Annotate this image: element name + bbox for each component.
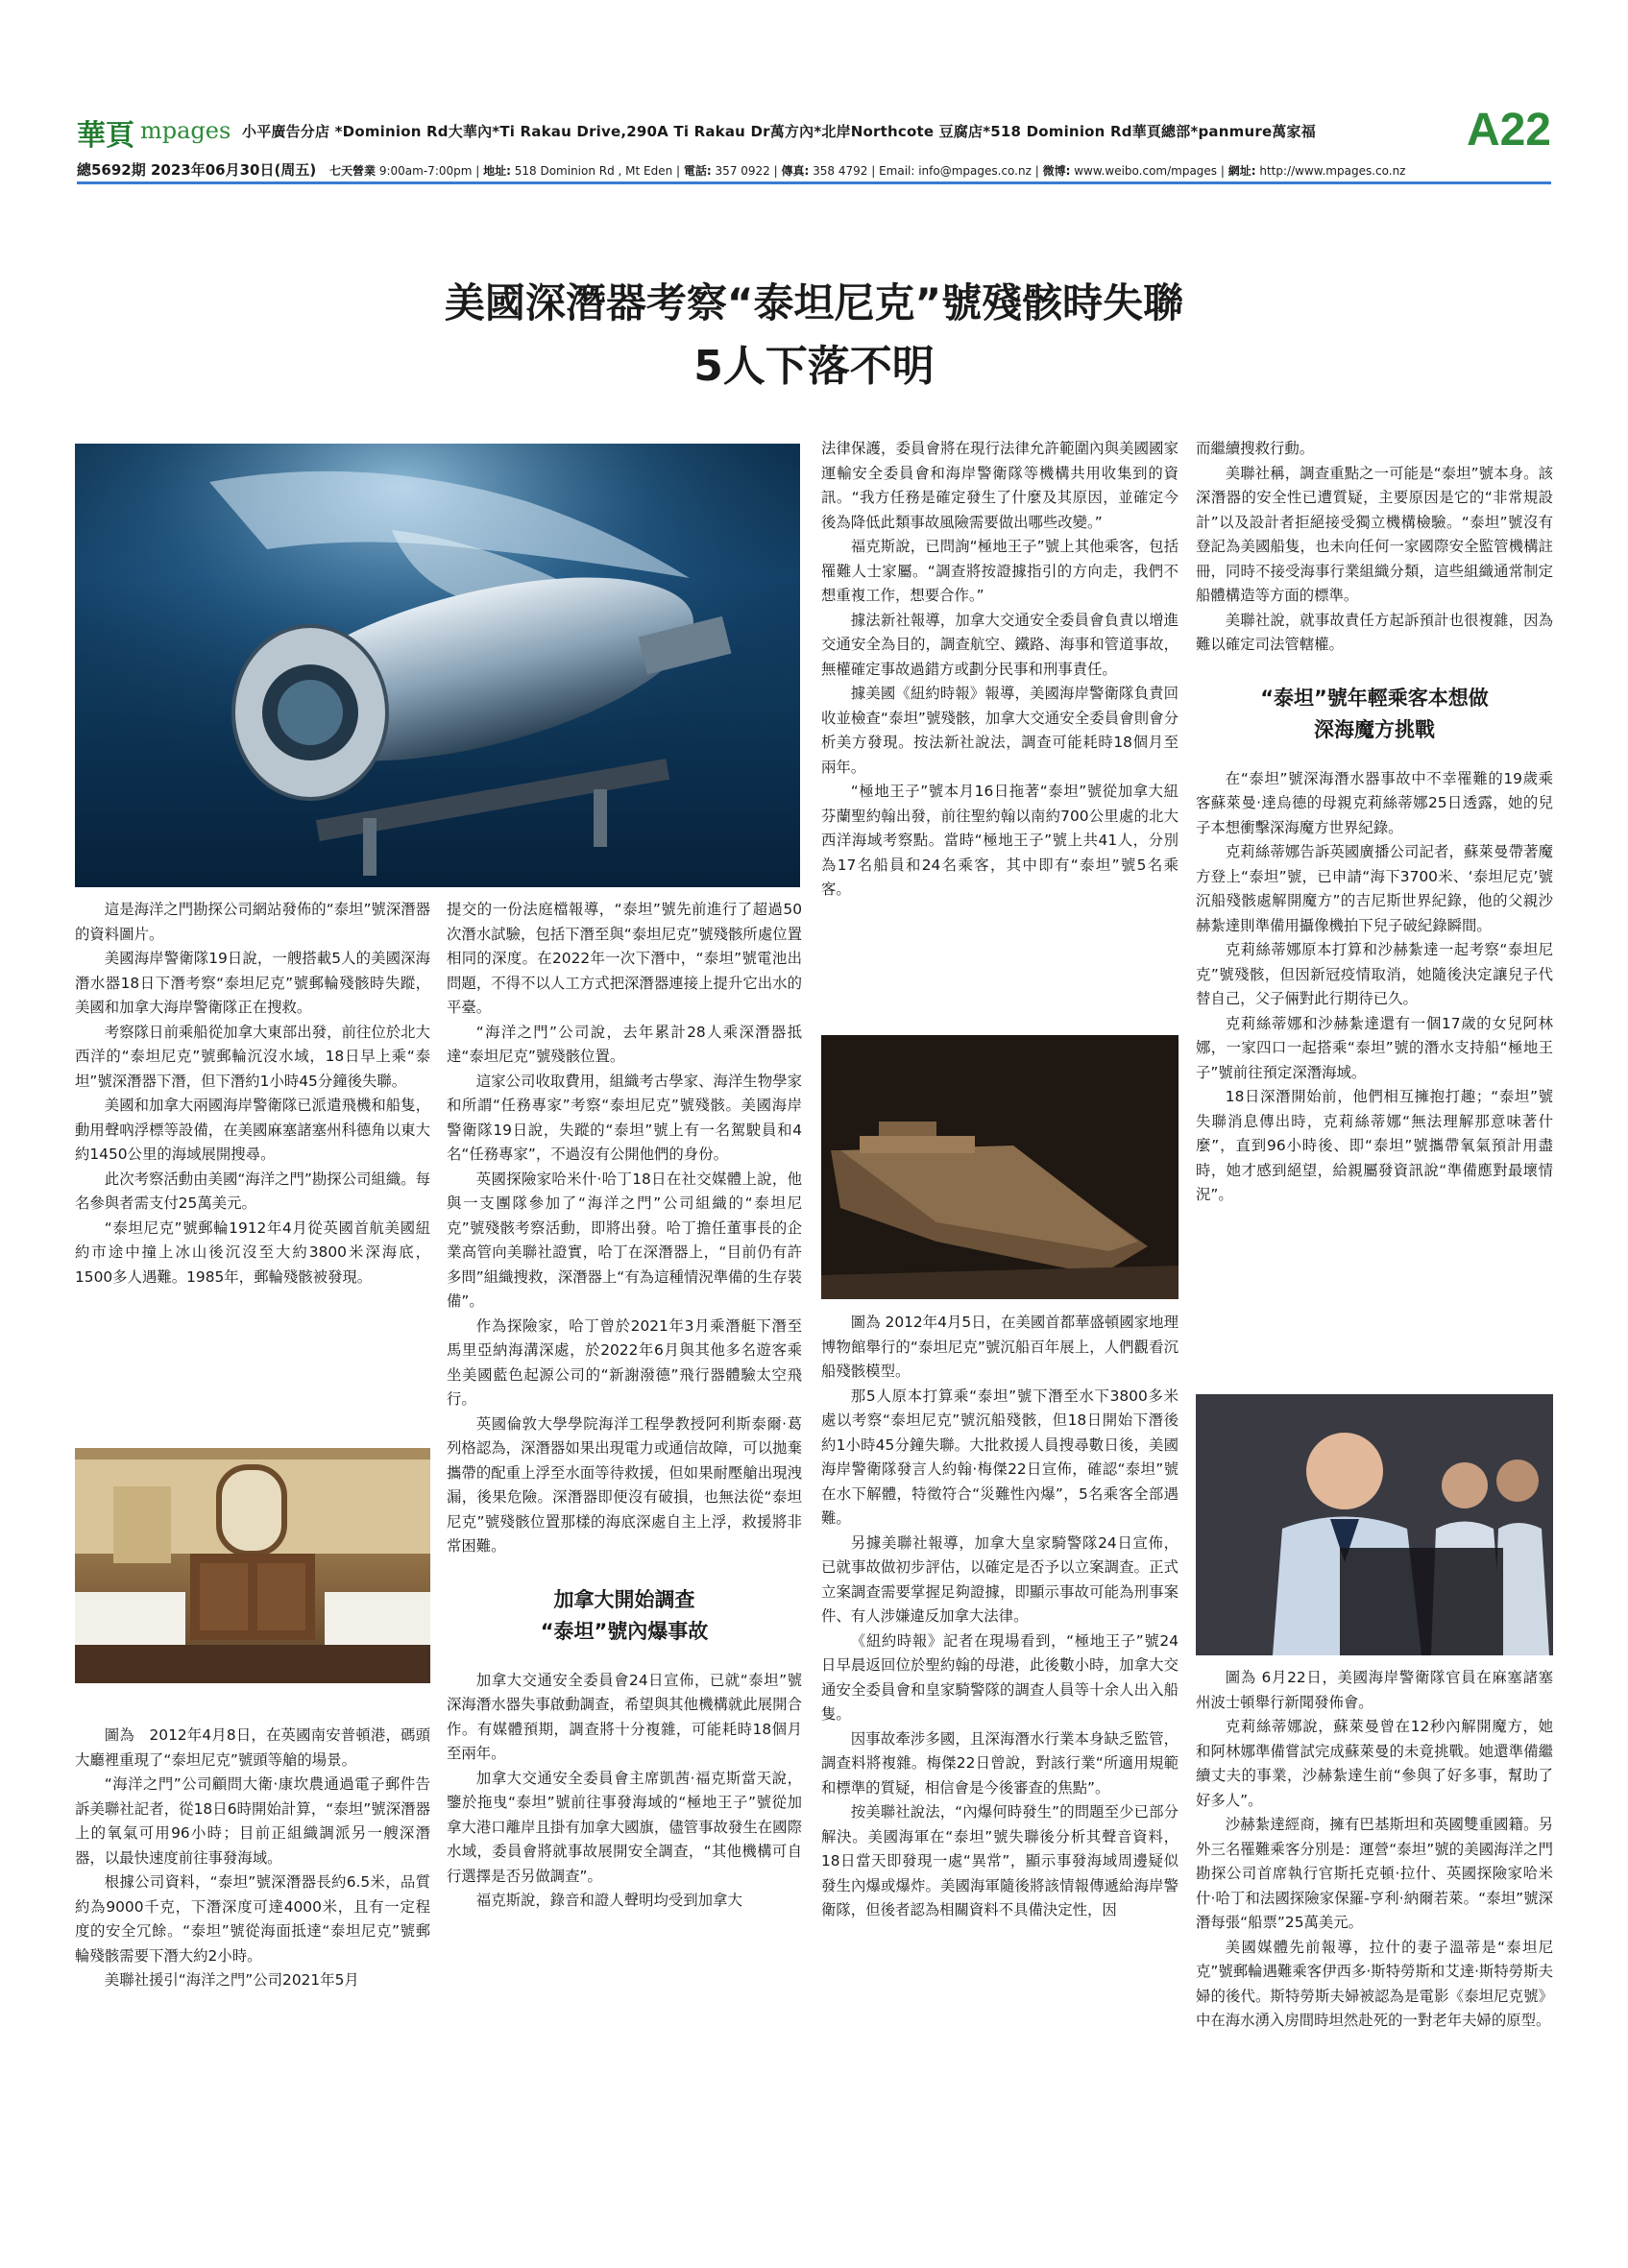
subheading-canada-investigation bbox=[447, 1584, 802, 1648]
paragraph: 《紐約時報》記者在現場看到，“極地王子”號24日早晨返回位於聖約翰的母港，此後數小時，加拿大交通安全委員會和皇家騎警隊的調查人員等十余人出入船隻。 bbox=[821, 1631, 1178, 1723]
address-label: 地址: bbox=[483, 164, 511, 178]
paragraph: “泰坦尼克”號郵輪1912年4月從英國首航美國紐約市途中撞上冰山後沉沒至大約3800米深海底，1500多人遇難。1985年，郵輪殘骸被發現。 bbox=[75, 1218, 430, 1286]
fax: 358 4792 bbox=[813, 164, 868, 178]
page-number: A22 bbox=[1466, 105, 1551, 156]
paragraph: 美國和加拿大兩國海岸警衛隊已派遣飛機和船隻，動用聲吶浮標等設備，在美國麻塞諸塞州科德角以東大約1450公里的海域展開搜尋。 bbox=[75, 1097, 430, 1163]
paragraph: 福克斯說，已問詢“極地王子”號上其他乘客，包括罹難人士家屬。“調查將按證據指引的方向走，我們不想重複工作，想要合作。” bbox=[821, 538, 1178, 604]
column-3-continued bbox=[821, 1311, 1178, 1923]
paragraph: 根據公司資料，“泰坦”號深潛器長約6.5米，品質約為9000千克，下潛深度可達4000米，且有一定程度的安全冗餘。“泰坦”號從海面抵達“泰坦尼克”號郵輪殘骸需要下潛大約2小時。 bbox=[75, 1873, 430, 1965]
subheading-line: “泰坦”號年輕乘客本想做 bbox=[1260, 686, 1489, 710]
paragraph: 此次考察活動由美國“海洋之門”勘探公司組織。每名參與者需支付25萬美元。 bbox=[75, 1170, 430, 1212]
wreck-illustration bbox=[821, 1035, 1178, 1299]
mpages-logo[interactable] bbox=[77, 111, 240, 153]
publication-info: 總5692期 2023年06月30日(周五) 七天營業 9:00am-7:00pm | 地址: 518 Dominion Rd , Mt Eden | 電話: 357 0922 | 傳真: 358 4792 | Email: info@mpages.co.nz | 微博: www.weibo.com/mpages | 網址: http://www.mpages.co.nz bbox=[77, 161, 1406, 179]
weibo-link[interactable]: www.weibo.com/mpages bbox=[1074, 164, 1218, 178]
press-conference-photo bbox=[1196, 1394, 1553, 1655]
submersible-photo bbox=[75, 444, 800, 887]
paragraph: 提交的一份法庭檔報導，“泰坦”號先前進行了超過50次潛水試驗，包括下潛至與“泰坦尼克”號殘骸所處位置相同的深度。在2022年一次下潛中，“泰坦”號電池出問題，不得不以人工方式把深潛器連接上提升它出水的平臺。 bbox=[447, 901, 802, 1016]
paragraph: “極地王子”號本月16日拖著“泰坦”號從加拿大紐芬蘭聖約翰出發，前往聖約翰以南約700公里處的北大西洋海域考察點。當時“極地王子”號上共41人，分別為17名船員和24名乘客，其中即有“泰坦”號5名乘客。 bbox=[821, 783, 1178, 898]
paragraph: 福克斯說，錄音和證人聲明均受到加拿大 bbox=[475, 1892, 742, 1909]
subheading-line: 加拿大開始調查 bbox=[553, 1587, 695, 1611]
paragraph: 加拿大交通安全委員會24日宣佈，已就“泰坦”號深海潛水器失事啟動調查，希望與其他機構就此展開合作。有媒體預期，調查將十分複雜，可能耗時18個月至兩年。 bbox=[447, 1671, 802, 1762]
phone: 357 0922 bbox=[715, 164, 770, 178]
paragraph: “海洋之門”公司顧問大衛·康坎農通過電子郵件告訴美聯社記者，從18日6時開始計算，“泰坦”號深潛器上的氧氣可用96小時；目前正組織調派另一艘深潛器，以最快速度前往事發海域。 bbox=[75, 1775, 430, 1867]
paragraph: 克莉絲蒂娜說，蘇萊曼曾在12秒內解開魔方，她和阿林娜準備嘗試完成蘇萊曼的未竟挑戰。她還準備繼續丈夫的事業，沙赫紮達生前“參與了好多事，幫助了好多人”。 bbox=[1196, 1718, 1553, 1809]
hours: 9:00am-7:00pm bbox=[378, 164, 473, 178]
titanic-wreck-model-photo bbox=[821, 1035, 1178, 1299]
store-locations: 小平廣告分店 *Dominion Rd大華內*Ti Rakau Drive,290A Ti Rakau Dr萬方內*北岸Northcote 豆腐店*518 Dominion Rd華頁總部*panmure萬家福 bbox=[242, 123, 1316, 140]
paragraph: 另據美聯社報導，加拿大皇家騎警隊24日宣佈，已就事故做初步評估，以確定是否予以立案調查。正式立案調查需要掌握足夠證據，即顯示事故可能為刑事案件、有人涉嫌違反加拿大法律。 bbox=[821, 1533, 1178, 1625]
paragraph: 加拿大交通安全委員會主席凱茜·福克斯當天說，鑒於拖曳“泰坦”號前往事發海域的“極地王子”號從加拿大港口離岸且掛有加拿大國旗，儘管事故發生在國際水域，委員會將就事故展開安全調查，“其他機構可自行選擇是否另做調查”。 bbox=[447, 1769, 802, 1885]
paragraph: 按美聯社說法，“內爆何時發生”的問題至少已部分解決。美國海軍在“泰坦”號失聯後分析其聲音資料，18日當天即發現一處“異常”，顯示事發海域周邊疑似發生內爆或爆炸。美國海軍隨後將該情報傳遞給海岸警衛隊，但後者認為相關資料不具備決定性，因 bbox=[821, 1803, 1178, 1918]
paragraph: 作為探險家，哈丁曾於2021年3月乘潛艇下潛至馬里亞納海溝深處，於2022年6月與其他多名遊客乘坐美國藍色起源公司的“新謝潑德”飛行器體驗太空飛行。 bbox=[447, 1316, 802, 1408]
address: 518 Dominion Rd , Mt Eden bbox=[514, 164, 673, 178]
cabin-illustration bbox=[75, 1448, 430, 1683]
paragraph: 英國探險家哈米什·哈丁18日在社交媒體上說，他與一支團隊參加了“海洋之門”公司組織的“泰坦尼克”號殘骸考察活動，即將出發。哈丁擔任董事長的企業高管向美聯社證實，哈丁在深潛器上，“目前仍有許多問”組織搜救，深潛器上“有為這種情況準備的生存裝備”。 bbox=[447, 1170, 802, 1310]
paragraph: 因事故牽涉多國，且深海潛水行業本身缺乏監管，調查料將複雜。梅傑22日曾說，對該行業“所適用規範和標準的質疑，相信會是今後審查的焦點”。 bbox=[821, 1729, 1178, 1797]
paragraph: 那5人原本打算乘“泰坦”號下潛至水下3800多米處以考察“泰坦尼克”號沉船殘骸，但18日開始下潛後約1小時45分鐘失聯。大批救援人員搜尋數日後，美國海岸警衛隊發言人約翰·梅傑22日宣佈，確認“泰坦”號在水下解體，特徵符合“災難性內爆”，5名乘客全部遇難。 bbox=[821, 1387, 1178, 1527]
headline: 美國深潛器考察“泰坦尼克”號殘骸時失聯 bbox=[444, 279, 1184, 326]
subheading-young-passenger bbox=[1196, 683, 1553, 746]
phone-label: 電話: bbox=[683, 164, 712, 178]
headline-line-2: 5人下落不明 bbox=[693, 342, 935, 391]
column-2 bbox=[447, 898, 802, 1914]
paragraph: 克莉絲蒂娜告訴英國廣播公司記者，蘇萊曼帶著魔方登上“泰坦”號，已申請“海下3700米、‘泰坦尼克’號沉船殘骸處解開魔方”的吉尼斯世界紀錄，他的父親沙赫紮達則準備用攝像機拍下兒子破紀錄瞬間。 bbox=[1196, 843, 1553, 934]
email-link[interactable]: Email: info@mpages.co.nz bbox=[879, 164, 1032, 178]
submersible-illustration bbox=[75, 444, 800, 887]
hours-label: 七天營業 bbox=[329, 164, 377, 178]
logo-chinese: 華頁 bbox=[77, 119, 134, 153]
column-1-continued bbox=[75, 1724, 430, 1993]
paragraph: 18日深潛開始前，他們相互擁抱打趣；“泰坦”號失聯消息傳出時，克莉絲蒂娜“無法理解那意味著什麼”，直到96小時後、即“泰坦”號攜帶氧氣預計用盡時，她才感到絕望，給親屬發資訊說“準備應對最壞情況”。 bbox=[1196, 1088, 1553, 1203]
masthead bbox=[77, 104, 1551, 181]
column-3 bbox=[821, 437, 1178, 903]
paragraph: 克莉絲蒂娜和沙赫紮達還有一個17歲的女兒阿林娜，一家四口一起搭乘“泰坦”號的潛水支持船“極地王子”號前往預定深潛海域。 bbox=[1196, 1014, 1553, 1081]
paragraph: 美國海岸警衛隊19日說，一艘搭載5人的美國深海潛水器18日下潛考察“泰坦尼克”號郵輪殘骸時失蹤，美國和加拿大海岸警衛隊正在搜救。 bbox=[75, 950, 430, 1016]
weibo-label: 微博: bbox=[1042, 164, 1071, 178]
paragraph: 美聯社援引“海洋之門”公司2021年5月 bbox=[104, 1971, 359, 1989]
website-link[interactable]: http://www.mpages.co.nz bbox=[1259, 164, 1406, 178]
column-4 bbox=[1196, 437, 1553, 1208]
paragraph: 沙赫紮達經商，擁有巴基斯坦和英國雙重國籍。另外三名罹難乘客分別是：運營“泰坦”號的美國海洋之門勘探公司首席執行官斯托克頓·拉什、英國探險家哈米什·哈丁和法國探險家保羅-亨利·納爾若萊。“泰坦”號深潛每張“船票”25萬美元。 bbox=[1196, 1816, 1553, 1931]
paragraph: 這家公司收取費用，組織考古學家、海洋生物學家和所謂“任務專家”考察“泰坦尼克”號殘骸。美國海岸警衛隊19日說，失蹤的“泰坦”號上有一名駕駛員和4名“任務專家”，不過沒有公開他們的身份。 bbox=[447, 1072, 802, 1163]
paragraph: 據美國《紐約時報》報導，美國海岸警衛隊負責回收並檢查“泰坦”號殘骸，加拿大交通安全委員會則會分析美方發現。按法新社說法，調查可能耗時18個月至兩年。 bbox=[821, 685, 1178, 776]
photo-caption-press-conference: 圖為 6月22日，美國海岸警衛隊官員在麻塞諸塞州波士頓舉行新聞發佈會。 bbox=[1196, 1669, 1553, 1711]
header-divider bbox=[77, 181, 1551, 184]
paragraph: 而繼續搜救行動。 bbox=[1196, 440, 1315, 457]
subheading-line: 深海魔方挑戰 bbox=[1314, 717, 1435, 741]
paragraph: 英國倫敦大學學院海洋工程學教授阿利斯泰爾·葛列格認為，深潛器如果出現電力或通信故障，可以拋棄攜帶的配重上浮至水面等待救援，但如果耐壓艙出現洩漏，後果危險。深潛器即便沒有破損，也無法從“泰坦尼克”號殘骸位置那樣的海底深處自主上浮，救援將非常困難。 bbox=[447, 1414, 802, 1555]
photo-caption-submersible: 這是海洋之門勘探公司網站發佈的“泰坦”號深潛器的資料圖片。 bbox=[75, 901, 430, 943]
paragraph: 美聯社說，就事故責任方起訴預計也很複雜，因為難以確定司法管轄權。 bbox=[1196, 611, 1553, 653]
column-4-continued bbox=[1196, 1666, 1553, 2034]
subheading-line: “泰坦”號內爆事故 bbox=[540, 1619, 709, 1643]
paragraph: 美聯社稱，調查重點之一可能是“泰坦”號本身。該深潛器的安全性已遭質疑，主要原因是它的“非常規設計”以及設計者拒絕接受獨立機構檢驗。“泰坦”號沒有登記為美國船隻，也未向任何一家國際安全監管機構註冊，同時不接受海事行業組織分類，這些組織通常制定船體構造等方面的標準。 bbox=[1196, 464, 1553, 604]
paragraph: 克莉絲蒂娜原本打算和沙赫紮達一起考察“泰坦尼克”號殘骸，但因新冠疫情取消，她隨後決定讓兒子代替自己，父子倆對此行期待已久。 bbox=[1196, 941, 1553, 1007]
issue-date: 總5692期 2023年06月30日(周五) bbox=[77, 161, 317, 179]
paragraph: 據法新社報導，加拿大交通安全委員會負責以增進交通安全為目的，調查航空、鐵路、海事和管道事故，無權確定事故過錯方或劃分民事和刑事責任。 bbox=[821, 611, 1178, 678]
column-1 bbox=[75, 898, 430, 1290]
paragraph: 美國媒體先前報導，拉什的妻子溫蒂是“泰坦尼克”號郵輪遇難乘客伊西多·斯特勞斯和艾達·斯特勞斯夫婦的後代。斯特勞斯夫婦被認為是電影《泰坦尼克號》中在海水湧入房間時坦然赴死的一對老年夫婦的原型。 bbox=[1196, 1938, 1553, 2029]
logo-english: mpages bbox=[140, 117, 231, 144]
fax-label: 傳真: bbox=[781, 164, 810, 178]
web-label: 網址: bbox=[1227, 164, 1256, 178]
paragraph: 考察隊日前乘船從加拿大東部出發，前往位於北大西洋的“泰坦尼克”號郵輪沉沒水域，18日早上乘“泰坦”號深潛器下潛，但下潛約1小時45分鐘後失聯。 bbox=[75, 1023, 430, 1090]
photo-caption-cabin: 圖為 2012年4月8日，在英國南安普頓港，碼頭大廳裡重現了“泰坦尼克”號頭等艙的場景。 bbox=[75, 1726, 430, 1769]
paragraph: 在“泰坦”號深海潛水器事故中不幸罹難的19歲乘客蘇萊曼·達烏德的母親克莉絲蒂娜25日透露，她的兒子本想衝擊深海魔方世界紀錄。 bbox=[1196, 769, 1553, 836]
paragraph: “海洋之門”公司說，去年累計28人乘深潛器抵達“泰坦尼克”號殘骸位置。 bbox=[447, 1023, 802, 1065]
paragraph: 法律保護，委員會將在現行法律允許範圍內與美國國家運輸安全委員會和海岸警衛隊等機構共用收集到的資訊。“我方任務是確定發生了什麼及其原因，並確定今後為降低此類事故風險需要做出哪些改變。” bbox=[821, 440, 1178, 531]
photo-caption-wreck-model: 圖為 2012年4月5日，在美國首都華盛頓國家地理博物館舉行的“泰坦尼克”號沉船百年展上，人們觀看沉船殘骸模型。 bbox=[821, 1314, 1178, 1380]
first-class-cabin-photo bbox=[75, 1448, 430, 1683]
press-conference-illustration bbox=[1196, 1394, 1553, 1655]
